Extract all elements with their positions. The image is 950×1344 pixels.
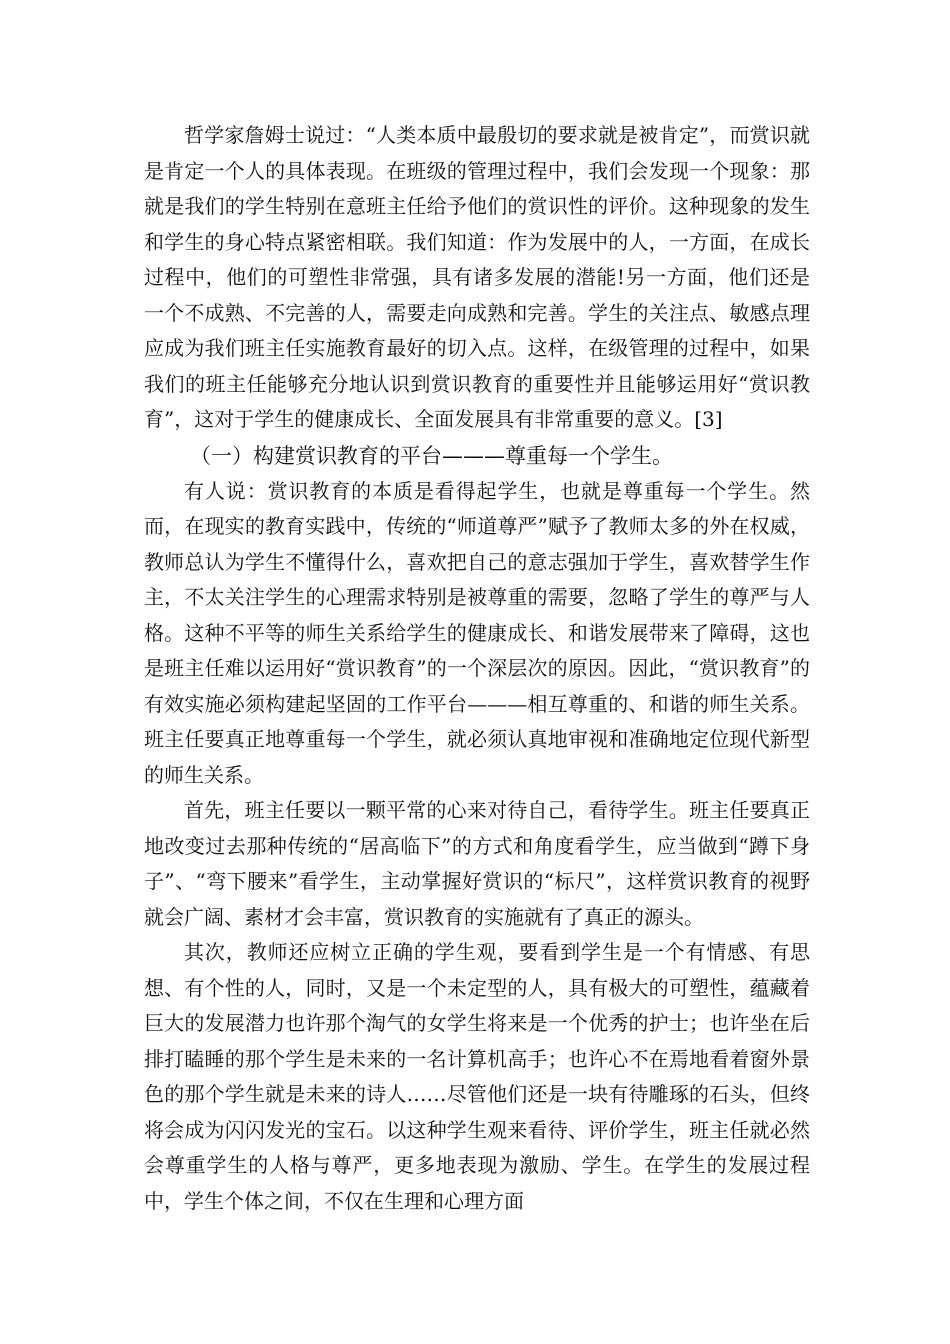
paragraph-second: 其次，教师还应树立正确的学生观，要看到学生是一个有情感、有思想、有个性的人，同时，又是一个未定型的人，具有极大的可塑性，蕴藏着巨大的发展潜力也许那个淘气的女学生将来是一个优秀的护士；也许坐在后排打瞌睡的那个学生是未来的一名计算机高手；也许心不在焉地看着窗外景色的那个学生就是未来的诗人……尽管他们还是一块有待雕琢的石头，但终将会成为闪闪发光的宝石。以这种学生观来看待、评价学生，班主任就必然会尊重学生的人格与尊严，更多地表现为激励、学生。在学生的发展过程中，学生个体之间，不仅在生理和心理方面: [144, 940, 810, 1213]
document-body: [144, 118, 810, 1219]
paragraph-first: 首先，班主任要以一颗平常的心来对待自己，看待学生。班主任要真正地改变过去那种传统的“居高临下”的方式和角度看学生，应当做到“蹲下身子”、“弯下腰来”看学生，主动掌握好赏识的“标尺”，这样赏识教育的视野就会广阔、素材才会丰富，赏识教育的实施就有了真正的源头。: [144, 798, 810, 929]
paragraph-respect: 有人说：赏识教育的本质是看得起学生，也就是尊重每一个学生。然而，在现实的教育实践中，传统的“师道尊严”赋予了教师太多的外在权威，教师总认为学生不懂得什么，喜欢把自己的意志强加于学生，喜欢替学生作主，不太关注学生的心理需求特别是被尊重的需要，忽略了学生的尊严与人格。这种不平等的师生关系给学生的健康成长、和谐发展带来了障碍，这也是班主任难以运用好“赏识教育”的一个深层次的原因。因此，“赏识教育”的有效实施必须构建起坚固的工作平台———相互尊重的、和谐的师生关系。班主任要真正地尊重每一个学生，就必须认真地审视和准确地定位现代新型的师生关系。: [144, 478, 810, 787]
paragraph-intro: 哲学家詹姆士说过：“人类本质中最殷切的要求就是被肯定”，而赏识就是肯定一个人的具体表现。在班级的管理过程中，我们会发现一个现象：那就是我们的学生特别在意班主任给予他们的赏识性的评价。这种现象的发生和学生的身心特点紧密相联。我们知道：作为发展中的人，一方面，在成长过程中，他们的可塑性非常强，具有诸多发展的潜能!另一方面，他们还是一个不成熟、不完善的人，需要走向成熟和完善。学生的关注点、敏感点理应成为我们班主任实施教育最好的切入点。这样，在级管理的过程中，如果我们的班主任能够充分地认识到赏识教育的重要性并且能够运用好“赏识教育”，这对于学生的健康成长、全面发展具有非常重要的意义。[3]: [144, 123, 810, 431]
section-heading: （一）构建赏识教育的平台———尊重每一个学生。: [190, 443, 673, 468]
